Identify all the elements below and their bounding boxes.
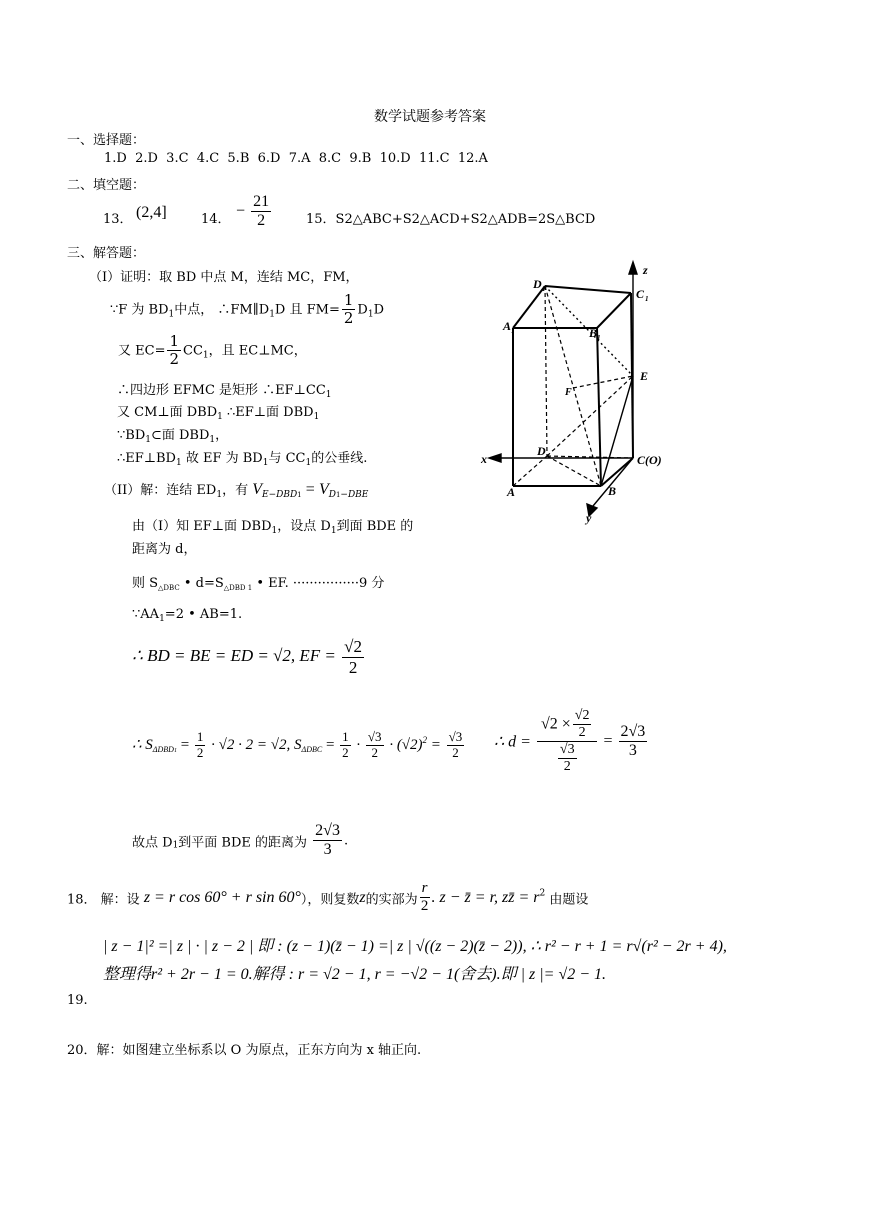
text: • EF. ················9 分 (252, 576, 385, 591)
part2-line-2 (132, 515, 413, 536)
num: 1 (342, 729, 349, 744)
sqrt3-half (558, 742, 577, 775)
text: 故点 D (132, 835, 173, 851)
q18-line-3: 整理得r² + 2r − 1 = 0.解得 : r = √2 − 1, r = −√2 − 1(舍去).即 | z |= √2 − 1. (103, 966, 607, 983)
subscript: 1 (269, 309, 275, 320)
q19-label: 19. (67, 993, 88, 1008)
subscript: 1 (175, 458, 182, 468)
subscript: 1 (173, 747, 177, 754)
text: 由题设 (545, 892, 589, 908)
text: ∴ BD = BE = ED = √2, EF = (132, 645, 336, 665)
text: ∴EF⊥BD (117, 451, 176, 466)
num: 2√3 (619, 723, 648, 742)
text: CC (183, 343, 203, 359)
page-title: 数学试题参考答案 (374, 109, 486, 125)
subscript: ΔDBD (152, 744, 174, 754)
y-axis (593, 458, 633, 506)
text: · (√2) (389, 736, 423, 753)
label-D1-sub: 1 (542, 285, 546, 293)
edge-B1-C1 (597, 293, 631, 328)
half-fraction (340, 730, 351, 761)
text: 中点， ∴FM∥D (174, 302, 270, 318)
subscript: 1 (262, 458, 269, 468)
num: 1 (196, 729, 204, 744)
q14-den: 2 (257, 212, 266, 230)
proof-line-3 (118, 333, 307, 369)
proof-line-7 (117, 447, 367, 468)
den: 2 (452, 744, 459, 760)
q20-text: 20．解：如图建立坐标系以 O 为原点，正东方向为 x 轴正向. (67, 1043, 422, 1058)
text: ⊂面 DBD (150, 428, 210, 443)
label-D1: D (533, 277, 542, 291)
subscript: 1 (297, 491, 302, 499)
den: 3 (323, 841, 332, 859)
half-fraction (195, 730, 206, 761)
text: ∵AA (132, 607, 160, 622)
sqrt3-half (366, 730, 384, 761)
volume-symbol: V (318, 481, 329, 498)
subscript: 1 (305, 458, 312, 468)
text: · √2 · 2 = √2, S (211, 736, 302, 753)
den (537, 742, 598, 775)
label-z: z (643, 263, 648, 277)
q13-answer: (2,4] (136, 204, 167, 221)
label-D: D (537, 444, 546, 458)
text: ∴ S (132, 736, 153, 753)
subscript: D (328, 490, 336, 500)
half-fraction (342, 292, 356, 328)
part2-line-3: 距离为 d， (132, 542, 197, 557)
x-arrow (489, 454, 501, 462)
text: ，设点 D (277, 519, 331, 534)
num (537, 708, 598, 742)
num: √3 (367, 729, 382, 744)
text: ， (215, 428, 229, 443)
text: 故 EF 为 BD (181, 451, 263, 466)
text: 到平面 BDE 的距离为 (178, 835, 308, 851)
text: • d=S (179, 576, 224, 591)
var: z (359, 888, 366, 906)
text: （II）解：连结 ED (104, 483, 217, 498)
q14-fraction (251, 193, 271, 231)
label-A: A (507, 485, 516, 499)
text: D 且 FM= (274, 302, 340, 318)
num: √3 (558, 742, 577, 759)
proof-line-5 (117, 401, 319, 422)
label-C1-sub: 1 (645, 295, 649, 303)
text: 又 EC= (118, 343, 166, 359)
text: 18． 解：设 (67, 892, 140, 908)
subscript: −DBE (340, 490, 369, 500)
den: 2 (578, 725, 586, 741)
den: 2 (343, 309, 354, 328)
text: ∴四边形 EFMC 是矩形 ∴EF⊥CC (117, 383, 326, 398)
text: 到面 BDE 的 (336, 519, 414, 534)
den: 2 (169, 350, 180, 369)
proof-line-4 (117, 379, 332, 400)
part2-line-6 (132, 637, 366, 677)
subscript: ΔDBC (301, 744, 323, 754)
equals: = (305, 481, 315, 498)
q13-label: 13． (103, 212, 133, 227)
text: = (325, 736, 339, 753)
section-1-heading: 一、选择题： (67, 133, 146, 148)
subscript: 1 (367, 309, 374, 320)
text: D (373, 302, 384, 318)
text: =2 • AB=1. (164, 607, 243, 622)
text: 的实部为 (365, 892, 418, 908)
q15-answer: 15．S2△ABC+S2△ACD+S2△ADB=2S△BCD (306, 212, 596, 227)
choice-answers: 1.D 2.D 3.C 4.C 5.B 6.D 7.A 8.C 9.B 10.D 11.C 12.A (104, 151, 488, 166)
text: ∵F 为 BD (110, 302, 169, 318)
q14-answer (236, 193, 273, 231)
text: ），则复数 (300, 892, 360, 908)
edge-A1-D1 (513, 286, 545, 328)
subscript: 1 (202, 350, 209, 361)
proof-line-1: （I）证明：取 BD 中点 M，连结 MC，FM， (89, 270, 359, 285)
den: 2 (371, 744, 378, 760)
r-half (420, 880, 430, 916)
superscript: 2 (539, 888, 546, 899)
subscript: 1 (217, 412, 223, 422)
volume-symbol: V (252, 481, 262, 498)
text: 的公垂线. (311, 451, 368, 466)
subscript: △DBD 1 (223, 584, 253, 592)
line-D-B (547, 456, 601, 486)
num: 2√3 (313, 822, 342, 841)
num: 1 (169, 332, 180, 350)
text: ，且 EC⊥MC， (208, 343, 307, 359)
proof-line-2 (110, 292, 384, 328)
line-D-E (547, 376, 633, 456)
q14-sign: − (236, 202, 246, 220)
subscript: △DBC (158, 584, 180, 592)
superscript: 2 (422, 734, 428, 745)
text: 由（I）知 EF⊥面 DBD (132, 519, 272, 534)
equals: = (603, 732, 613, 750)
subscript: 1 (172, 840, 179, 851)
label-B: B (608, 484, 617, 498)
text: ∴ d = (494, 733, 531, 751)
text: ∴EF⊥面 DBD (222, 405, 314, 420)
text: = (427, 736, 445, 753)
edge-D1-C1 (545, 286, 631, 293)
label-B1: B (589, 326, 598, 340)
section-2-heading: 二、填空题： (67, 178, 146, 193)
subscript: 1 (313, 412, 320, 422)
den: 3 (628, 742, 637, 760)
d-result (619, 723, 648, 761)
subscript: 1 (325, 390, 332, 400)
subscript: E−DBD (262, 490, 298, 500)
part2-area-line (132, 730, 466, 761)
num: √2 (573, 708, 592, 725)
subscript: 1 (330, 526, 337, 536)
proof-line-6 (117, 424, 228, 445)
hidden-edge-A-D (513, 456, 547, 486)
subscript: 1 (168, 309, 175, 320)
den: 2 (342, 744, 349, 760)
part2-line-4 (132, 572, 384, 592)
line-E-B (601, 376, 633, 486)
label-C1: C (636, 287, 645, 301)
num: √3 (448, 729, 463, 744)
label-y: y (586, 511, 592, 525)
sqrt2-half (573, 708, 592, 741)
den: 2 (420, 898, 429, 915)
formula: z = r cos 60° + r sin 60° (143, 888, 301, 906)
part2-line-5 (132, 607, 242, 624)
q18-line-2: | z − 1|² =| z | · | z − 2 | 即 : (z − 1)(z̄ − 1) =| z | √((z − 2)(z̄ − 2)), ∴ r² − r + 1 = r√(r² − 2r + 4), (103, 938, 727, 955)
den: 2 (563, 759, 571, 775)
z-arrow (629, 262, 637, 274)
text: ，有 (222, 483, 249, 498)
label-A1: A (503, 319, 512, 333)
text: D (357, 302, 368, 318)
text: 又 CM⊥面 DBD (117, 405, 218, 420)
subscript: 1 (216, 490, 223, 500)
text: 则 S (132, 576, 159, 591)
subscript: 1 (209, 435, 216, 445)
part2-conclusion (132, 822, 348, 860)
label-x: x (481, 452, 487, 466)
part2-line-1 (104, 479, 368, 500)
text: ∵BD (117, 428, 146, 443)
q18-line-1 (67, 880, 588, 916)
ef-fraction (342, 637, 364, 677)
hidden-edge-D1-D (545, 286, 547, 456)
num: √2 (344, 637, 362, 656)
text: · (356, 736, 361, 753)
sqrt3-half (447, 730, 465, 761)
num: 1 (343, 291, 354, 309)
q14-label: 14． (201, 212, 231, 227)
d-compound-fraction (537, 708, 598, 775)
text: √2 × (540, 715, 571, 733)
text: 与 CC (268, 451, 306, 466)
formula: . z − z̄ = r, zz̄ = r (431, 888, 540, 906)
label-CO: C(O) (637, 453, 662, 467)
subscript: 1 (159, 614, 165, 624)
half-fraction (167, 333, 181, 369)
label-F: F (565, 387, 572, 398)
subscript: 1 (271, 526, 278, 536)
den: 2 (196, 744, 204, 760)
label-A1-sub: 1 (511, 327, 515, 335)
label-B1-sub: 1 (597, 334, 601, 342)
subscript: 1 (335, 491, 341, 499)
subscript: 1 (145, 435, 151, 445)
distance-d-line (494, 708, 649, 775)
distance-result (313, 822, 342, 860)
section-3-heading: 三、解答题： (67, 246, 146, 261)
q14-num: 21 (251, 193, 271, 212)
num: r (420, 880, 430, 898)
text: . (343, 833, 349, 849)
label-E: E (640, 369, 649, 383)
den: 2 (348, 657, 358, 677)
line-D1-B (545, 286, 601, 486)
line-F-E (573, 376, 633, 388)
text: = (180, 736, 193, 753)
prism-figure (475, 258, 685, 528)
